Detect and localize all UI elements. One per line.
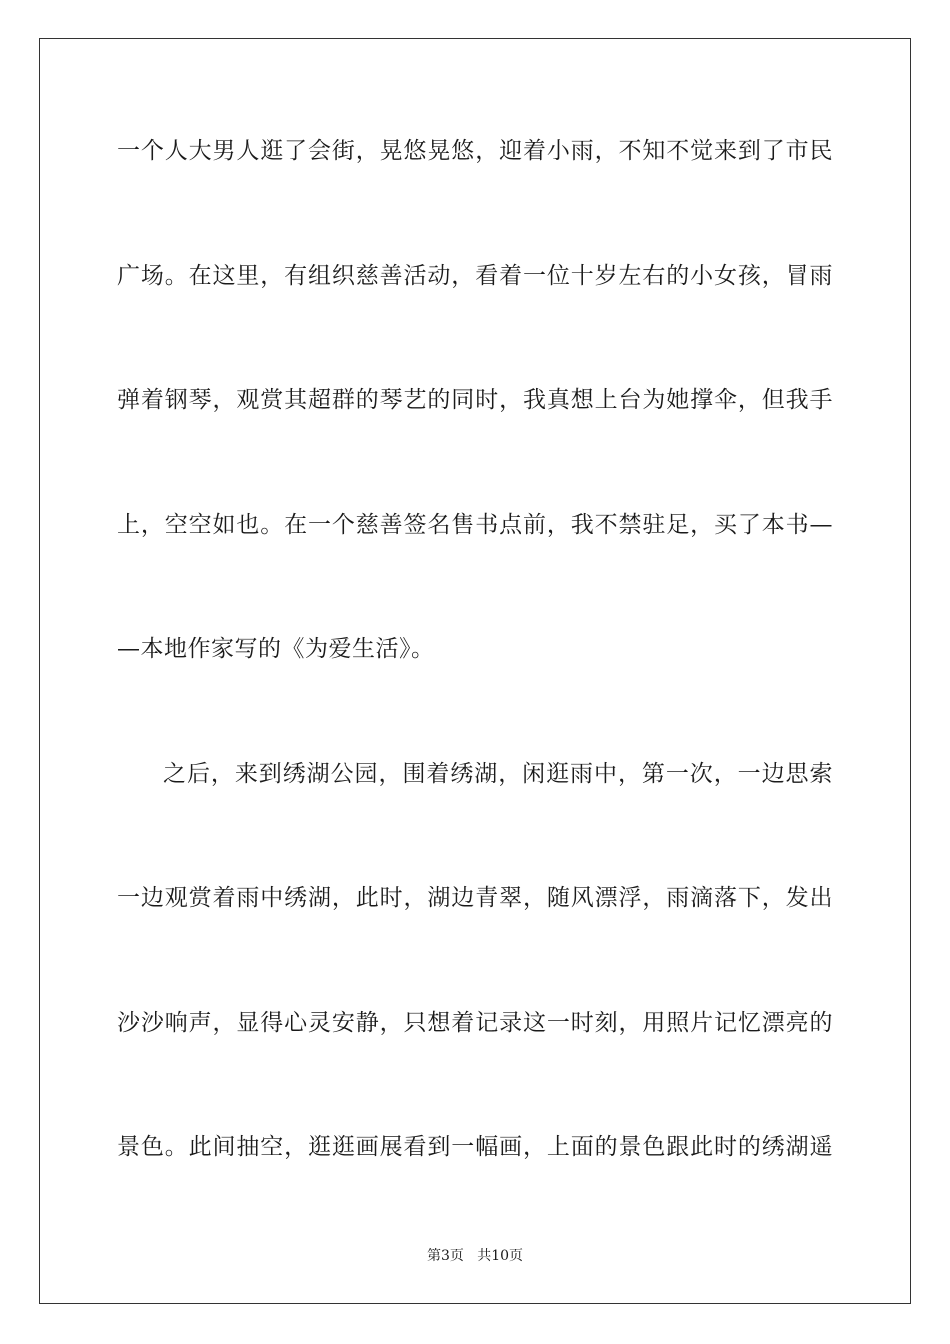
paragraph-line-7: 一边观赏着雨中绣湖，此时，湖边青翠，随风漂浮，雨滴落下，发出 bbox=[117, 885, 833, 911]
paragraph-line-9: 景色。此间抽空，逛逛画展看到一幅画，上面的景色跟此时的绣湖遥 bbox=[117, 1134, 833, 1160]
paragraph-line-4: 上，空空如也。在一个慈善签名售书点前，我不禁驻足，买了本书— bbox=[117, 512, 833, 538]
page-border bbox=[39, 38, 911, 1304]
paragraph-line-3: 弹着钢琴，观赏其超群的琴艺的同时，我真想上台为她撑伞，但我手 bbox=[117, 387, 833, 413]
page-number-footer: 第3页 共10页 bbox=[426, 1248, 524, 1264]
paragraph-line-6: 之后，来到绣湖公园，围着绣湖，闲逛雨中，第一次，一边思索 bbox=[163, 761, 833, 787]
paragraph-line-8: 沙沙响声，显得心灵安静，只想着记录这一时刻，用照片记忆漂亮的 bbox=[117, 1010, 833, 1036]
paragraph-line-2: 广场。在这里，有组织慈善活动，看着一位十岁左右的小女孩，冒雨 bbox=[117, 263, 833, 289]
paragraph-line-1: 一个人大男人逛了会街，晃悠晃悠，迎着小雨，不知不觉来到了市民 bbox=[117, 138, 833, 164]
paragraph-line-5: —本地作家写的《为爱生活》。 bbox=[117, 636, 435, 662]
